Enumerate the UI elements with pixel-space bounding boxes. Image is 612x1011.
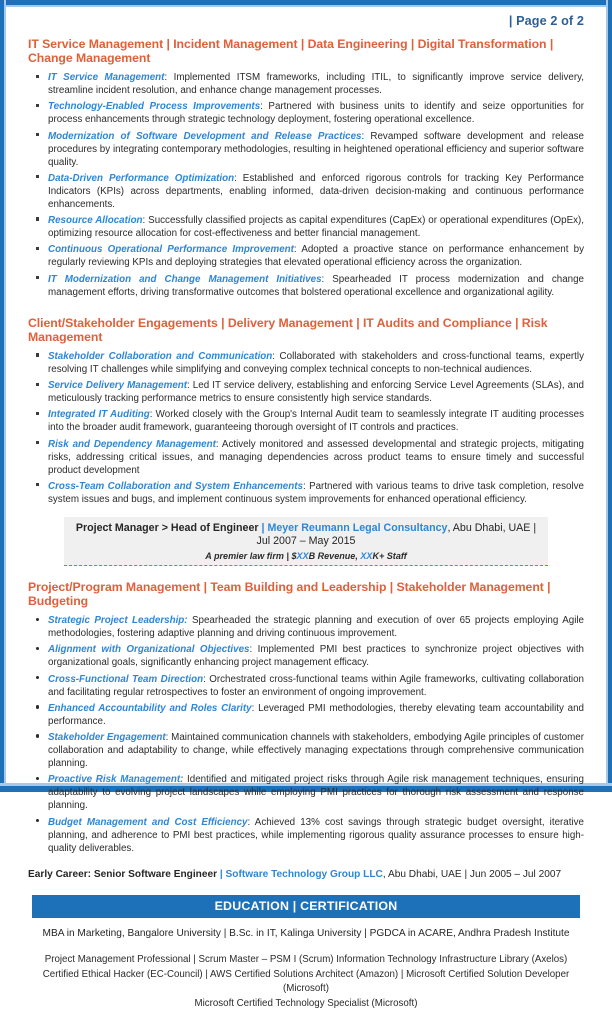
list-item <box>28 438 584 477</box>
bullet-text: : Spearheaded IT process modernization and change management efforts, driving transformative outcomes that bolstered operational excellence and organizational agility. <box>48 273 584 298</box>
bullet-lead-label: Modernization of Software Development and Release Practices <box>48 130 362 142</box>
bullet-marker-icon <box>36 383 39 386</box>
early-career-line <box>28 868 584 881</box>
bullet-text: : Leveraged PMI methodologies, thereby elevating team accountability and performance. <box>48 702 584 727</box>
bullet-lead-label: Proactive Risk Management: <box>48 774 184 786</box>
job-sub-mid: B Revenue, <box>308 551 361 562</box>
certifications-line-3: Microsoft Certified Technology Specialist (Microsoft) <box>194 997 418 1009</box>
bullet-marker-icon <box>36 104 39 107</box>
list-item <box>28 172 584 211</box>
early-career-title: : Senior Software Engineer <box>87 868 218 880</box>
bullet-lead-label: Strategic Project Leadership: <box>48 615 188 627</box>
bullet-list-project-program-management <box>28 614 584 854</box>
section-heading-it-service-management: IT Service Management | Incident Management | Data Engineering | Digital Transformation | Change Management <box>28 37 554 66</box>
job-sub-revenue-mask: XX <box>296 551 309 562</box>
bullet-lead-label: Continuous Operational Performance Improvement <box>48 244 294 256</box>
list-item <box>28 214 584 240</box>
list-item <box>28 243 584 269</box>
list-item <box>28 816 584 855</box>
bullet-marker-icon <box>36 618 39 621</box>
page-number: | Page 2 of 2 <box>508 14 584 28</box>
education-degrees: MBA in Marketing, Bangalore University | B.Sc. in IT, Kalinga University | PGDCA in ACARE, Andhra Pradesh Institute <box>42 928 570 940</box>
bullet-text: : Implemented ITSM frameworks, including ITIL, to significantly improve service delivery, streamline incident resolution, and enhance change management processes. <box>48 72 584 97</box>
section-spacer <box>28 566 584 580</box>
bullet-marker-icon <box>36 777 39 780</box>
bullet-text: : Successfully classified projects as capital expenditures (CapEx) or operational expenditures (OpEx), optimizing resource allocation for cost-effectiveness and better financial management. <box>48 215 584 240</box>
job-title-band <box>64 517 548 566</box>
list-item <box>28 350 584 376</box>
bullet-marker-icon <box>36 676 39 679</box>
bullet-marker-icon <box>36 247 39 250</box>
bullet-lead-label: Budget Management and Cost Efficiency <box>48 816 248 828</box>
list-item <box>28 673 584 699</box>
bullet-lead-label: Alignment with Organizational Objectives <box>48 644 250 656</box>
bullet-text: : Achieved 13% cost savings through strategic budget oversight, iterative planning, and adherence to PMI best practices, while implementing rigorous quality assurance processes to ensure high-quality deliverables. <box>48 816 584 854</box>
bullet-lead-label: Data-Driven Performance Optimization <box>48 172 235 184</box>
job-company: Meyer Reumann Legal Consultancy <box>267 521 448 534</box>
bullet-marker-icon <box>36 819 39 822</box>
list-item <box>28 702 584 728</box>
page-border-right <box>608 0 612 792</box>
bullet-text: : Partnered with business units to identify and seize opportunities for process enhancements through strategic technology deployment, fostering operational excellence. <box>48 101 584 126</box>
list-item <box>28 408 584 434</box>
list-item <box>28 379 584 405</box>
section-heading-project-program-management: Project/Program Management | Team Building and Leadership | Stakeholder Management | Budgeting <box>28 580 551 609</box>
early-career-separator: | <box>217 868 226 880</box>
bullet-lead-label: Service Delivery Management <box>48 380 188 392</box>
early-career-company: Software Technology Group LLC <box>225 868 383 880</box>
bullet-marker-icon <box>36 217 39 220</box>
bullet-lead-label: IT Modernization and Change Management Initiatives <box>48 273 322 285</box>
bullet-lead-label: Enhanced Accountability and Roles Clarity <box>48 702 252 714</box>
bullet-marker-icon <box>36 412 39 415</box>
bullet-marker-icon <box>36 353 39 356</box>
list-item <box>28 731 584 770</box>
bullet-marker-icon <box>36 276 39 279</box>
bullet-marker-icon <box>36 647 39 650</box>
certifications-line-1: Project Management Professional | Scrum Master – PSM I (Scrum) Information Technology Infrastructure Library (Axelos) <box>44 953 568 965</box>
bullet-lead-label: Cross-Team Collaboration and System Enhancements <box>48 480 303 492</box>
list-item <box>28 614 584 640</box>
list-item <box>28 773 584 812</box>
bullet-text: : Implemented PMI best practices to synchronize project objectives with organizational goals, significantly enhancing project management efficacy. <box>48 644 585 669</box>
bullet-text: : Worked closely with the Group's Internal Audit team to seamlessly integrate IT auditing processes into the broader audit framework, guaranteeing thorough oversight of IT controls and practices. <box>48 409 584 434</box>
job-title: Project Manager > Head of Engineer <box>75 521 259 534</box>
bullet-marker-icon <box>36 133 39 136</box>
bullet-text: : Led IT service delivery, establishing and enforcing Service Level Agreements (SLAs), and meticulously tracking performance metrics to ensure consistently high service standards. <box>48 380 584 405</box>
bullet-lead-label: Resource Allocation <box>48 215 143 227</box>
bullet-text: : Adopted a proactive stance on performance enhancement by regularly reviewing KPIs and deploying strategies that elevated operational efficiency across the organization. <box>48 244 584 269</box>
bullet-marker-icon <box>36 441 39 444</box>
job-separator: | <box>258 521 268 534</box>
bullet-text: Identified and mitigated project risks through Agile risk management techniques, ensuring adaptability to evolving project landscapes while employing PMI practices for thorough risk assessment and response planning. <box>48 774 584 812</box>
bullet-list-client-stakeholder <box>28 350 584 506</box>
bullet-text: : Maintained communication channels with stakeholders, embodying Agile principles of customer collaboration and adaptability to change, while effectively managing expectations through comprehensive communication planning. <box>48 732 584 770</box>
certifications-block <box>28 953 584 1011</box>
education-section-bar: EDUCATION | CERTIFICATION <box>32 895 580 919</box>
bullet-text: : Orchestrated cross-functional teams within Agile frameworks, cultivating collaboration and facilitating regular retrospectives to foster an environment of ongoing improvement. <box>48 673 584 698</box>
bullet-lead-label: Stakeholder Engagement <box>48 732 166 744</box>
bullet-marker-icon <box>36 734 39 737</box>
section-spacer <box>28 302 584 316</box>
bullet-list-it-service-management <box>28 71 584 298</box>
bullet-lead-label: Integrated IT Auditing <box>48 409 150 421</box>
bullet-marker-icon <box>36 75 39 78</box>
page-content <box>6 7 606 1009</box>
job-sub-suffix: K+ Staff <box>372 551 407 562</box>
early-career-label: Early Career <box>28 868 88 880</box>
bullet-text: Spearheaded the strategic planning and execution of over 65 projects employing Agile methodologies, fostering adaptive planning and driving continuous improvement. <box>48 615 584 640</box>
bullet-text: : Revamped software development and release procedures by integrating contemporary methodologies, resulting in heightened operational efficiency and superior software quality. <box>48 130 584 168</box>
job-subtitle-line <box>70 551 542 561</box>
section-heading-client-stakeholder: Client/Stakeholder Engagements | Delivery Management | IT Audits and Compliance | Risk Management <box>28 315 548 344</box>
bullet-lead-label: Technology-Enabled Process Improvements <box>48 101 261 113</box>
job-sub-staff-mask: XX <box>360 551 373 562</box>
list-item <box>28 643 584 669</box>
list-item <box>28 130 584 169</box>
bullet-text: : Collaborated with stakeholders and cross-functional teams, expertly resolving IT challenges while simplifying and conveying complex technical concepts to non-technical audiences. <box>48 350 584 375</box>
job-location-dates: , Abu Dhabi, UAE | Jul 2007 – May 2015 <box>256 521 537 548</box>
bullet-lead-label: Risk and Dependency Management <box>48 438 216 450</box>
bullet-lead-label: IT Service Management <box>48 72 165 84</box>
job-sub-prefix: A premier law firm | $ <box>205 551 297 562</box>
bullet-marker-icon <box>36 483 39 486</box>
certifications-line-2: Certified Ethical Hacker (EC-Council) | AWS Certified Solutions Architect (Amazon) | Microsoft Certified Solution Developer (Microsoft) <box>42 968 570 995</box>
bullet-marker-icon <box>36 175 39 178</box>
list-item <box>28 273 584 299</box>
job-title-line <box>70 522 542 549</box>
bullet-text: : Established and enforced rigorous controls for tracking Key Performance Indicators (KPIs) across departments, enabling informed, data-driven decision-making and continuous performance enhancements. <box>48 172 584 210</box>
early-career-location-dates: , Abu Dhabi, UAE | Jun 2005 – Jul 2007 <box>382 868 562 880</box>
bullet-lead-label: Cross-Functional Team Direction <box>48 673 204 685</box>
bullet-lead-label: Stakeholder Collaboration and Communication <box>48 350 273 362</box>
list-item <box>28 100 584 126</box>
list-item <box>28 71 584 97</box>
bullet-text: : Actively monitored and assessed developmental and strategic projects, mitigating risks, addressing critical issues, and managing dependencies across product teams to ensure timely and successful product development <box>48 438 585 476</box>
list-item <box>28 480 584 506</box>
page-border-right-accent <box>606 0 608 792</box>
bullet-marker-icon <box>36 705 39 708</box>
bullet-text: : Partnered with various teams to drive task completion, resolve system issues and bugs, and implement continuous system improvements for enhanced operational efficiency. <box>48 480 584 505</box>
